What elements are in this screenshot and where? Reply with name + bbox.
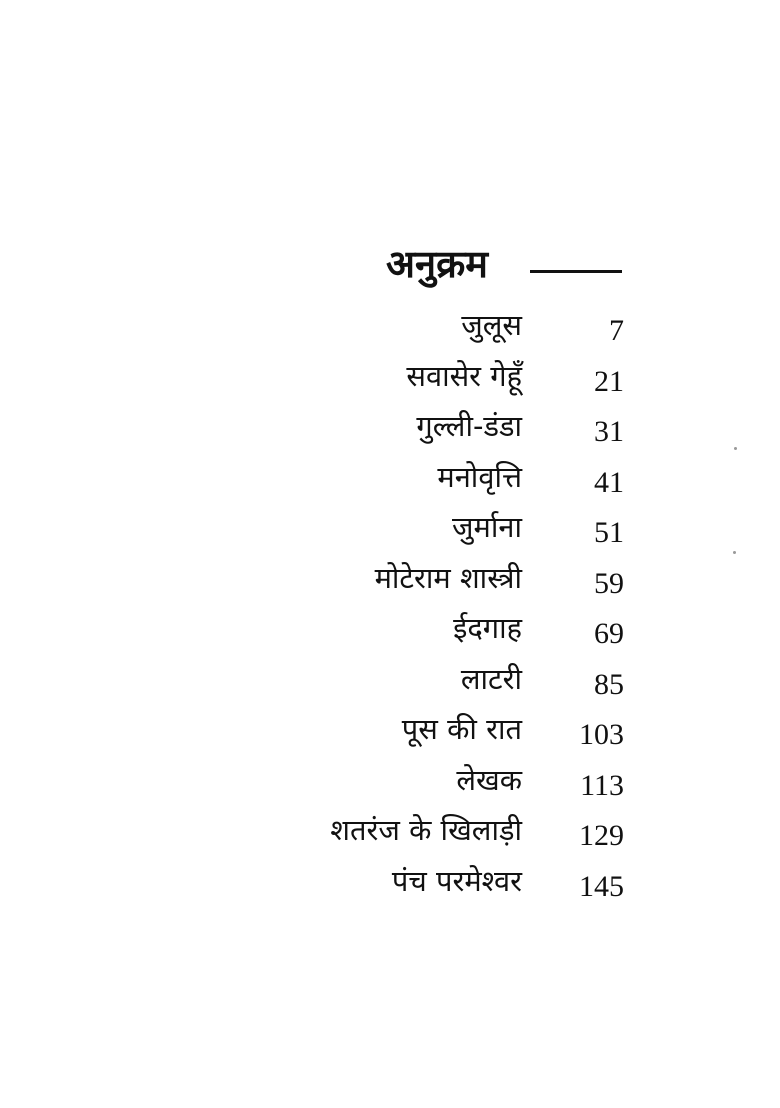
scan-speck — [734, 447, 737, 450]
toc-entry-title: पूस की रात — [401, 712, 522, 746]
toc-entry — [250, 351, 640, 402]
toc-entry-title: पंच परमेश्वर — [391, 863, 522, 898]
heading-underline-rule — [530, 270, 622, 273]
toc-entry — [250, 856, 640, 907]
contents-heading: अनुक्रम — [386, 242, 489, 286]
toc-entry-page-number: 113 — [580, 768, 624, 802]
toc-entry-title: मनोवृत्ति — [437, 459, 522, 494]
toc-entry — [250, 502, 640, 553]
toc-entry-title: शतरंज के खिलाड़ी — [330, 813, 522, 847]
toc-entry-page-number: 31 — [594, 415, 624, 448]
toc-entry-page-number: 41 — [594, 465, 624, 499]
toc-entry-page-number: 69 — [594, 617, 624, 650]
scan-speck — [733, 551, 736, 554]
toc-entry-page-number: 129 — [579, 819, 624, 852]
toc-entry — [250, 300, 640, 351]
toc-entry-title: लेखक — [456, 762, 522, 797]
toc-entry — [250, 805, 640, 856]
toc-entry-page-number: 51 — [594, 516, 624, 549]
toc-entry-page-number: 85 — [594, 667, 624, 701]
toc-entry — [250, 654, 640, 705]
toc-entry-page-number: 21 — [594, 364, 624, 398]
toc-entry — [250, 755, 640, 806]
toc-entry-page-number: 59 — [594, 566, 624, 600]
contents-heading-block — [386, 238, 636, 290]
toc-entry-title: जुर्माना — [452, 510, 522, 544]
toc-entry-title: ईदगाह — [453, 611, 522, 645]
toc-entry — [250, 452, 640, 503]
toc-entry-title: लाटरी — [460, 661, 522, 696]
toc-entry-page-number: 103 — [579, 718, 624, 751]
toc-entry-page-number: 145 — [579, 869, 624, 903]
contents-list — [250, 300, 640, 906]
toc-entry — [250, 401, 640, 452]
toc-entry-title: जुलूस — [461, 308, 522, 342]
toc-entry — [250, 603, 640, 654]
toc-entry — [250, 553, 640, 604]
toc-entry-page-number: 7 — [609, 314, 624, 347]
toc-entry — [250, 704, 640, 755]
toc-entry-title: गुल्ली-डंडा — [416, 409, 522, 443]
toc-entry-title: मोटेराम शास्त्री — [374, 560, 522, 595]
toc-entry-title: सवासेर गेहूँ — [406, 358, 522, 393]
